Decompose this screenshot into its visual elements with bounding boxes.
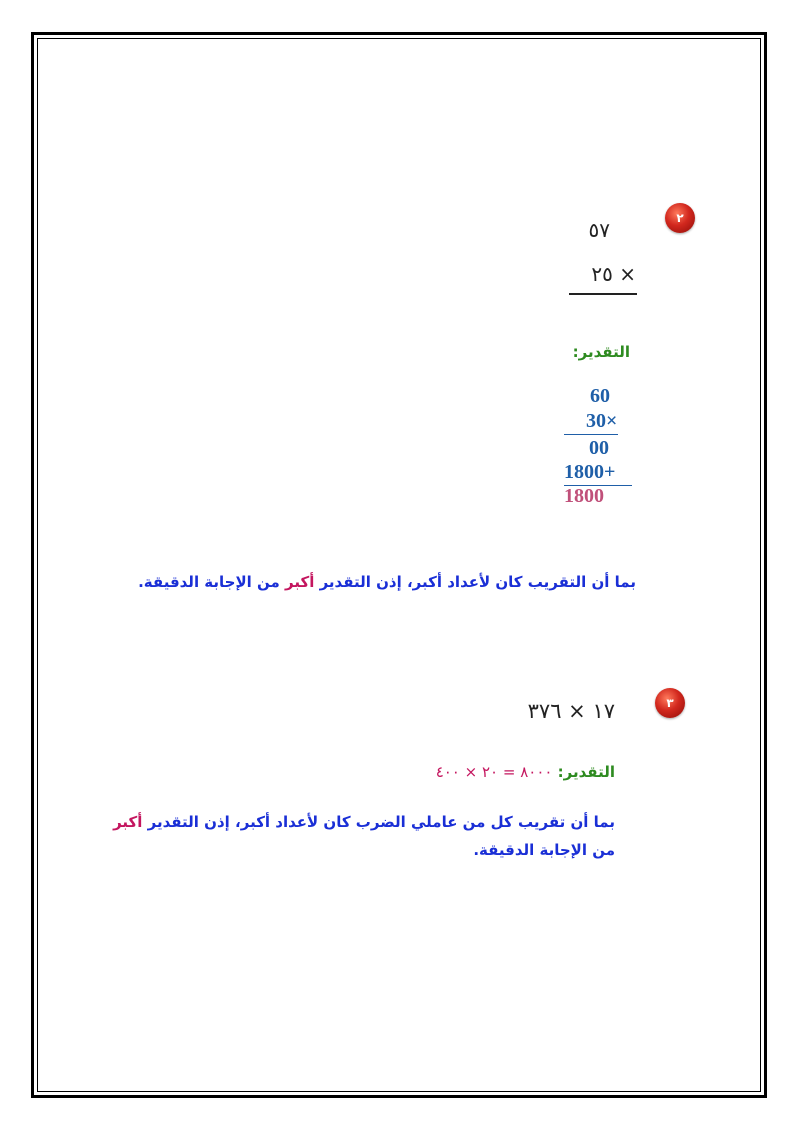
- conclusion-2-line-2: من الإجابة الدقيقة.: [473, 841, 615, 859]
- calc-row-3: 00: [589, 437, 609, 459]
- problem-number-badge: ٢: [665, 203, 695, 233]
- calc-row-2: 30×: [586, 410, 618, 432]
- estimate-label: التقدير:: [557, 763, 615, 781]
- estimate-label: التقدير:: [572, 343, 630, 361]
- calc-row-1: 60: [590, 385, 610, 407]
- problem-number-badge: ٣: [655, 688, 685, 718]
- conclusion-1-highlight: أكبر: [285, 573, 315, 591]
- estimate-equation: ٨٠٠٠ = ٢٠ × ٤٠٠: [435, 763, 553, 781]
- calc-row-4: 1800+: [564, 461, 616, 483]
- estimate-line: [436, 763, 615, 781]
- multiplication-expression: ١٧ × ٣٧٦: [527, 699, 615, 723]
- conclusion-2-line-1: [113, 813, 615, 831]
- conclusion-1: [138, 573, 636, 591]
- multiplier: ٢٥ ×: [591, 262, 636, 286]
- calc-line-1: [564, 434, 618, 435]
- multiplication-line: [569, 293, 637, 295]
- calc-result: 1800: [564, 485, 604, 507]
- multiplicand: ٥٧: [588, 218, 610, 242]
- page-border-inner: [37, 38, 761, 1092]
- conclusion-2-highlight: أكبر: [113, 813, 143, 831]
- conclusion-1-text-a: بما أن التقريب كان لأعداد أكبر، إذن التقدير: [314, 573, 636, 591]
- conclusion-1-text-b: من الإجابة الدقيقة.: [138, 573, 286, 591]
- conclusion-2-text: بما أن تقريب كل من عاملي الضرب كان لأعداد أكبر، إذن التقدير: [142, 813, 615, 831]
